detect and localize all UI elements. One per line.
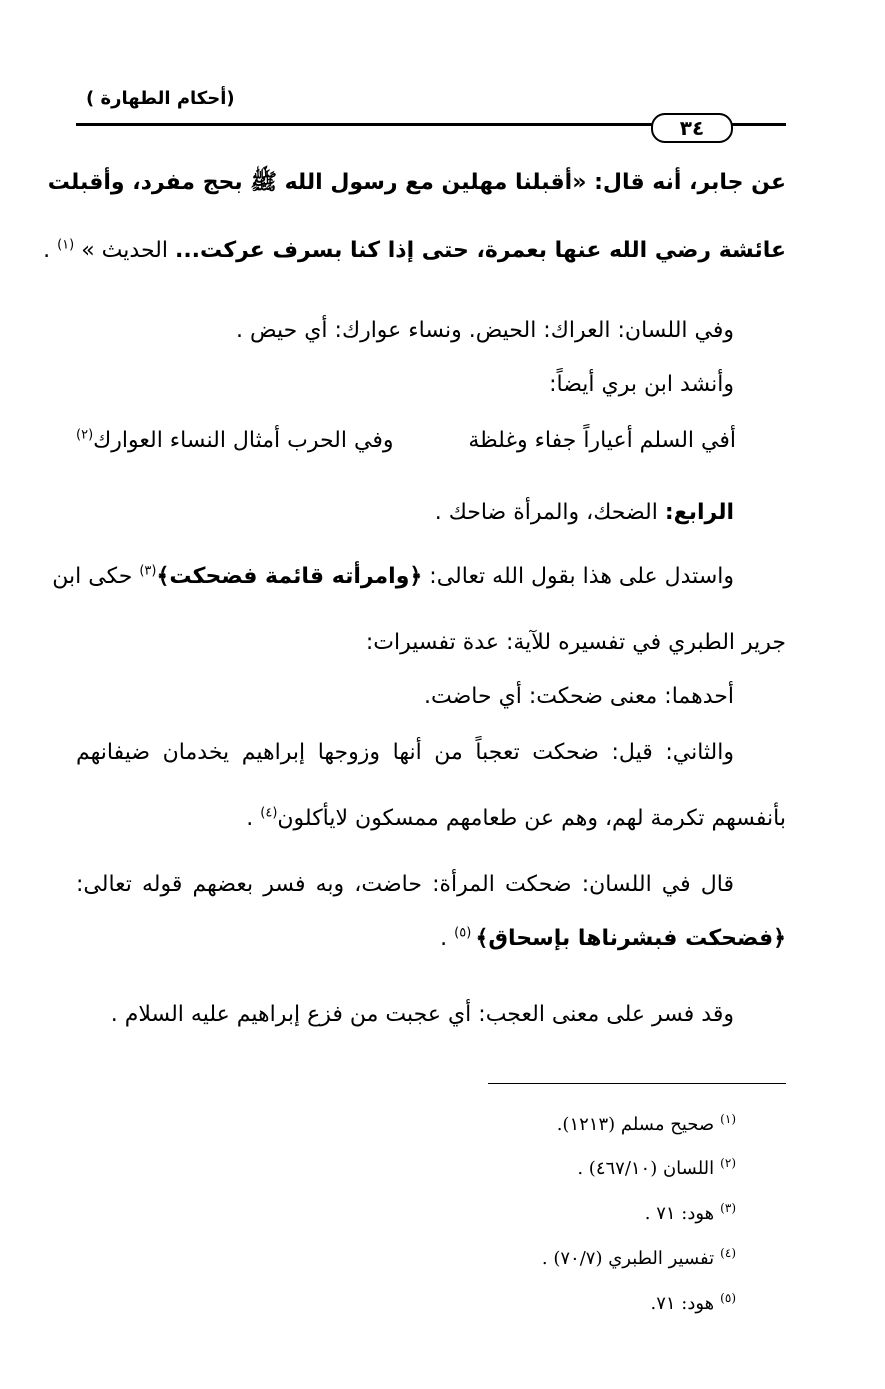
footnote-2-number: (٢) [720,1156,736,1170]
body-line-9: أحدهما: معنى ضحكت: أي حاضت. [424,684,734,709]
line-6-bold: الرابع: [664,500,734,525]
line-7-b: حكى ابن [52,564,140,589]
verse-first-hemistich: أفي السلم أعياراً جفاء وغلظة [468,428,736,453]
footnote-5 [400,1291,736,1317]
body-line-6 [76,498,786,528]
footnote-2-text: اللسان (٤٦٧/١٠) . [577,1158,715,1179]
poetry-verse [76,426,736,456]
footnote-3 [400,1201,736,1227]
footnote-1-text: صحيح مسلم (١٢١٣). [556,1114,715,1135]
line-11-end: . [246,806,261,831]
footnote-5-text: هود: ٧١. [650,1293,715,1314]
body-line-8: جرير الطبري في تفسيره للآية: عدة تفسيرات: [365,630,786,655]
footnote-4 [400,1246,736,1272]
body-line-11 [76,804,786,834]
footnote-rule [488,1083,786,1084]
page-number: ٣٤ [651,113,733,143]
footnote-ref-4: (٤) [260,805,278,821]
body-line-4: وأنشد ابن بري أيضاً: [549,372,734,397]
footnote-5-number: (٥) [720,1291,736,1305]
body-line-7 [52,562,786,592]
body-line-14: وقد فسر على معنى العجب: أي عجبت من فزع إبراهيم عليه السلام . [110,1002,734,1027]
footnote-3-number: (٣) [720,1201,736,1215]
footnote-ref-3: (٣) [139,563,157,579]
footnote-ref-5: (٥) [454,925,476,941]
footnote-4-text: تفسير الطبري (٧٠/٧) . [541,1248,715,1269]
footnote-1 [400,1112,736,1138]
footnote-3-text: هود: ٧١ . [644,1203,715,1224]
verse-second-hemistich [76,426,393,456]
line-11-text: بأنفسهم تكرمة لهم، وهم عن طعامهم ممسكون لايأكلون [277,806,786,831]
footnote-4-number: (٤) [720,1246,736,1260]
verse-text: وفي الحرب أمثال النساء العوارك [93,428,394,453]
footnote-1-number: (١) [720,1112,736,1126]
body-line-1: عن جابر، أنه قال: «أقبلنا مهلين مع رسول الله ﷺ بحج مفرد، وأقبلت [47,170,786,195]
quran-quote-1: ﴿وامرأته قائمة فضحكت﴾ [156,564,423,589]
quran-quote-2: ﴿فضحكت فبشرناها بإسحاق﴾ [475,926,786,951]
line-7-a: واستدل على هذا بقول الله تعالى: [422,564,734,589]
body-line-2 [43,236,786,266]
line-2-end: . [43,238,58,263]
line-6-plain: الضحك، والمرأة ضاحك . [434,500,665,525]
line-2-bold: عائشة رضي الله عنها بعمرة، حتى إذا كنا بسرف عركت... [174,238,786,263]
footnote-ref-1: (١) [57,237,75,253]
body-line-3: وفي اللسان: العراك: الحيض. ونساء عوارك: أي حيض . [236,318,734,343]
line-13-end: . [440,926,455,951]
body-line-12: قال في اللسان: ضحكت المرأة: حاضت، وبه فسر بعضهم قوله تعالى: [76,872,734,897]
body-line-13 [76,924,786,954]
body-line-10: والثاني: قيل: ضحكت تعجباً من أنها وزوجها إبراهيم يخدمان ضيفانهم [76,740,734,765]
footnote-2 [400,1156,736,1182]
line-2-plain: الحديث » [81,238,175,263]
footnote-ref-2: (٢) [76,427,94,443]
book-title: (أحكام الطهارة ) [86,88,235,109]
